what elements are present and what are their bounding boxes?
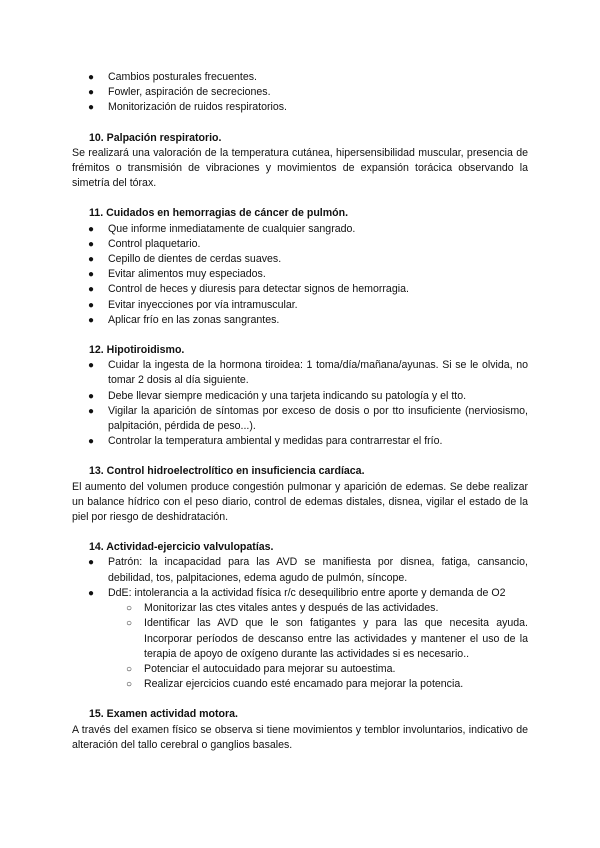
section-heading: 15. Examen actividad motora. bbox=[89, 708, 238, 721]
list-item: ● Evitar alimentos muy especiados. bbox=[72, 267, 528, 282]
bullet-icon: ● bbox=[88, 269, 95, 281]
section-heading: 10. Palpación respiratorio. bbox=[89, 131, 222, 144]
section-paragraph: A través del examen físico se observa si tiene movimientos y temblor involuntarios, indicativo de alteración del tallo cerebral o ganglios basales. bbox=[72, 723, 528, 751]
hollow-bullet-icon: ○ bbox=[126, 603, 133, 615]
section-paragraph: El aumento del volumen produce congestión pulmonar y aparición de edemas. Se debe realizar un balance hídrico con el peso diario, control de edemas distales, disnea, vigilar el estado de la piel por riesgo de deshidratación. bbox=[72, 480, 528, 524]
list-item: ● Fowler, aspiración de secreciones. bbox=[72, 85, 528, 100]
sub-list-item: ○ Potenciar el autocuidado para mejorar su autoestima. bbox=[72, 662, 528, 677]
list-item: ● Control plaquetario. bbox=[72, 237, 528, 252]
hollow-bullet-icon: ○ bbox=[126, 663, 133, 675]
list-item: ● Controlar la temperatura ambiental y medidas para contrarrestar el frío. bbox=[72, 434, 528, 449]
list-item: ● Que informe inmediatamente de cualquier sangrado. bbox=[72, 222, 528, 237]
bullet-icon: ● bbox=[88, 390, 95, 402]
bullet-list bbox=[72, 358, 528, 449]
hollow-bullet-icon: ○ bbox=[126, 618, 133, 630]
bullet-icon: ● bbox=[88, 238, 95, 250]
bullet-icon: ● bbox=[88, 223, 95, 235]
bullet-icon: ● bbox=[88, 587, 95, 599]
list-item: ● Vigilar la aparición de síntomas por exceso de dosis o por tto insuficiente (nerviosismo, palpitación, pérdida de peso...). bbox=[88, 404, 528, 433]
section-heading: 14. Actividad-ejercicio valvulopatías. bbox=[89, 541, 274, 554]
bullet-icon: ● bbox=[88, 299, 95, 311]
list-item: ● Monitorización de ruidos respiratorios. bbox=[72, 100, 528, 115]
bullet-list bbox=[72, 555, 528, 692]
bullet-icon: ● bbox=[88, 72, 95, 83]
intro-list bbox=[72, 70, 528, 116]
section-10 bbox=[72, 131, 528, 192]
sub-bullet-list bbox=[108, 601, 528, 692]
list-item: ● Debe llevar siempre medicación y una tarjeta indicando su patología y el tto. bbox=[72, 389, 528, 404]
bullet-icon: ● bbox=[88, 254, 95, 266]
section-13 bbox=[72, 464, 528, 525]
bullet-icon: ● bbox=[88, 87, 95, 99]
bullet-icon: ● bbox=[88, 360, 95, 372]
list-item: ● Cambios posturales frecuentes. bbox=[72, 70, 528, 85]
list-item: ● Cuidar la ingesta de la hormona tiroidea: 1 toma/día/mañana/ayunas. Si se le olvida, no tomar 2 dosis al día siguiente. bbox=[88, 359, 528, 387]
bullet-icon: ● bbox=[88, 284, 95, 296]
section-11 bbox=[72, 206, 528, 328]
section-heading: 13. Control hidroelectrolítico en insuficiencia cardíaca. bbox=[89, 465, 365, 478]
bullet-icon: ● bbox=[88, 405, 95, 417]
section-heading: 12. Hipotiroidismo. bbox=[89, 344, 185, 357]
list-item: ● Evitar inyecciones por vía intramuscular. bbox=[72, 298, 528, 313]
list-item: ● Patrón: la incapacidad para las AVD se manifiesta por disnea, fatiga, cansancio, debilidad, tos, palpitaciones, edema agudo de pulmón, síncope. bbox=[88, 556, 528, 584]
list-item: ● Cepillo de dientes de cerdas suaves. bbox=[72, 252, 528, 267]
list-item: ● DdE: intolerancia a la actividad física r/c desequilibrio entre aporte y demanda de O2 ○ Monitorizar las ctes vitales antes y después de las actividades. ○ Identificar las AVD que le son fatigantes y para las que necesita ayuda. Incorporar períodos de descanso entre las actividades y mantener el uso de la terapia de apoyo de oxígeno durante las actividades si es necesario.. ○ Potenciar el autocuidado para mejorar su autoestima. ○ Realizar ejercicios cuando esté encamado para mejorar la potencia. bbox=[72, 586, 528, 692]
section-12 bbox=[72, 343, 528, 449]
hollow-bullet-icon: ○ bbox=[126, 679, 133, 691]
section-heading: 11. Cuidados en hemorragias de cáncer de pulmón. bbox=[89, 207, 349, 220]
bullet-icon: ● bbox=[88, 102, 95, 114]
section-14 bbox=[72, 540, 528, 692]
sub-list-item: ○ Identificar las AVD que le son fatigantes y para las que necesita ayuda. Incorporar períodos de descanso entre las actividades y mantener el uso de la terapia de apoyo de oxígeno durante las actividades si es necesario.. bbox=[126, 617, 528, 660]
bullet-icon: ● bbox=[88, 314, 95, 326]
sub-list-item: ○ Realizar ejercicios cuando esté encamado para mejorar la potencia. bbox=[72, 677, 528, 692]
bullet-list bbox=[72, 222, 528, 328]
list-item: ● Aplicar frío en las zonas sangrantes. bbox=[72, 313, 528, 328]
document-page bbox=[72, 70, 528, 753]
section-15 bbox=[72, 707, 528, 753]
bullet-icon: ● bbox=[88, 557, 95, 569]
list-item: ● Control de heces y diuresis para detectar signos de hemorragia. bbox=[72, 282, 528, 297]
bullet-icon: ● bbox=[88, 436, 95, 448]
section-paragraph: Se realizará una valoración de la temperatura cutánea, hipersensibilidad muscular, presencia de frémitos o transmisión de vibraciones y movimientos de expansión torácica observando la simetría del tórax. bbox=[72, 146, 528, 190]
intro-list-section bbox=[72, 70, 528, 116]
sub-list-item: ○ Monitorizar las ctes vitales antes y después de las actividades. bbox=[72, 601, 528, 616]
